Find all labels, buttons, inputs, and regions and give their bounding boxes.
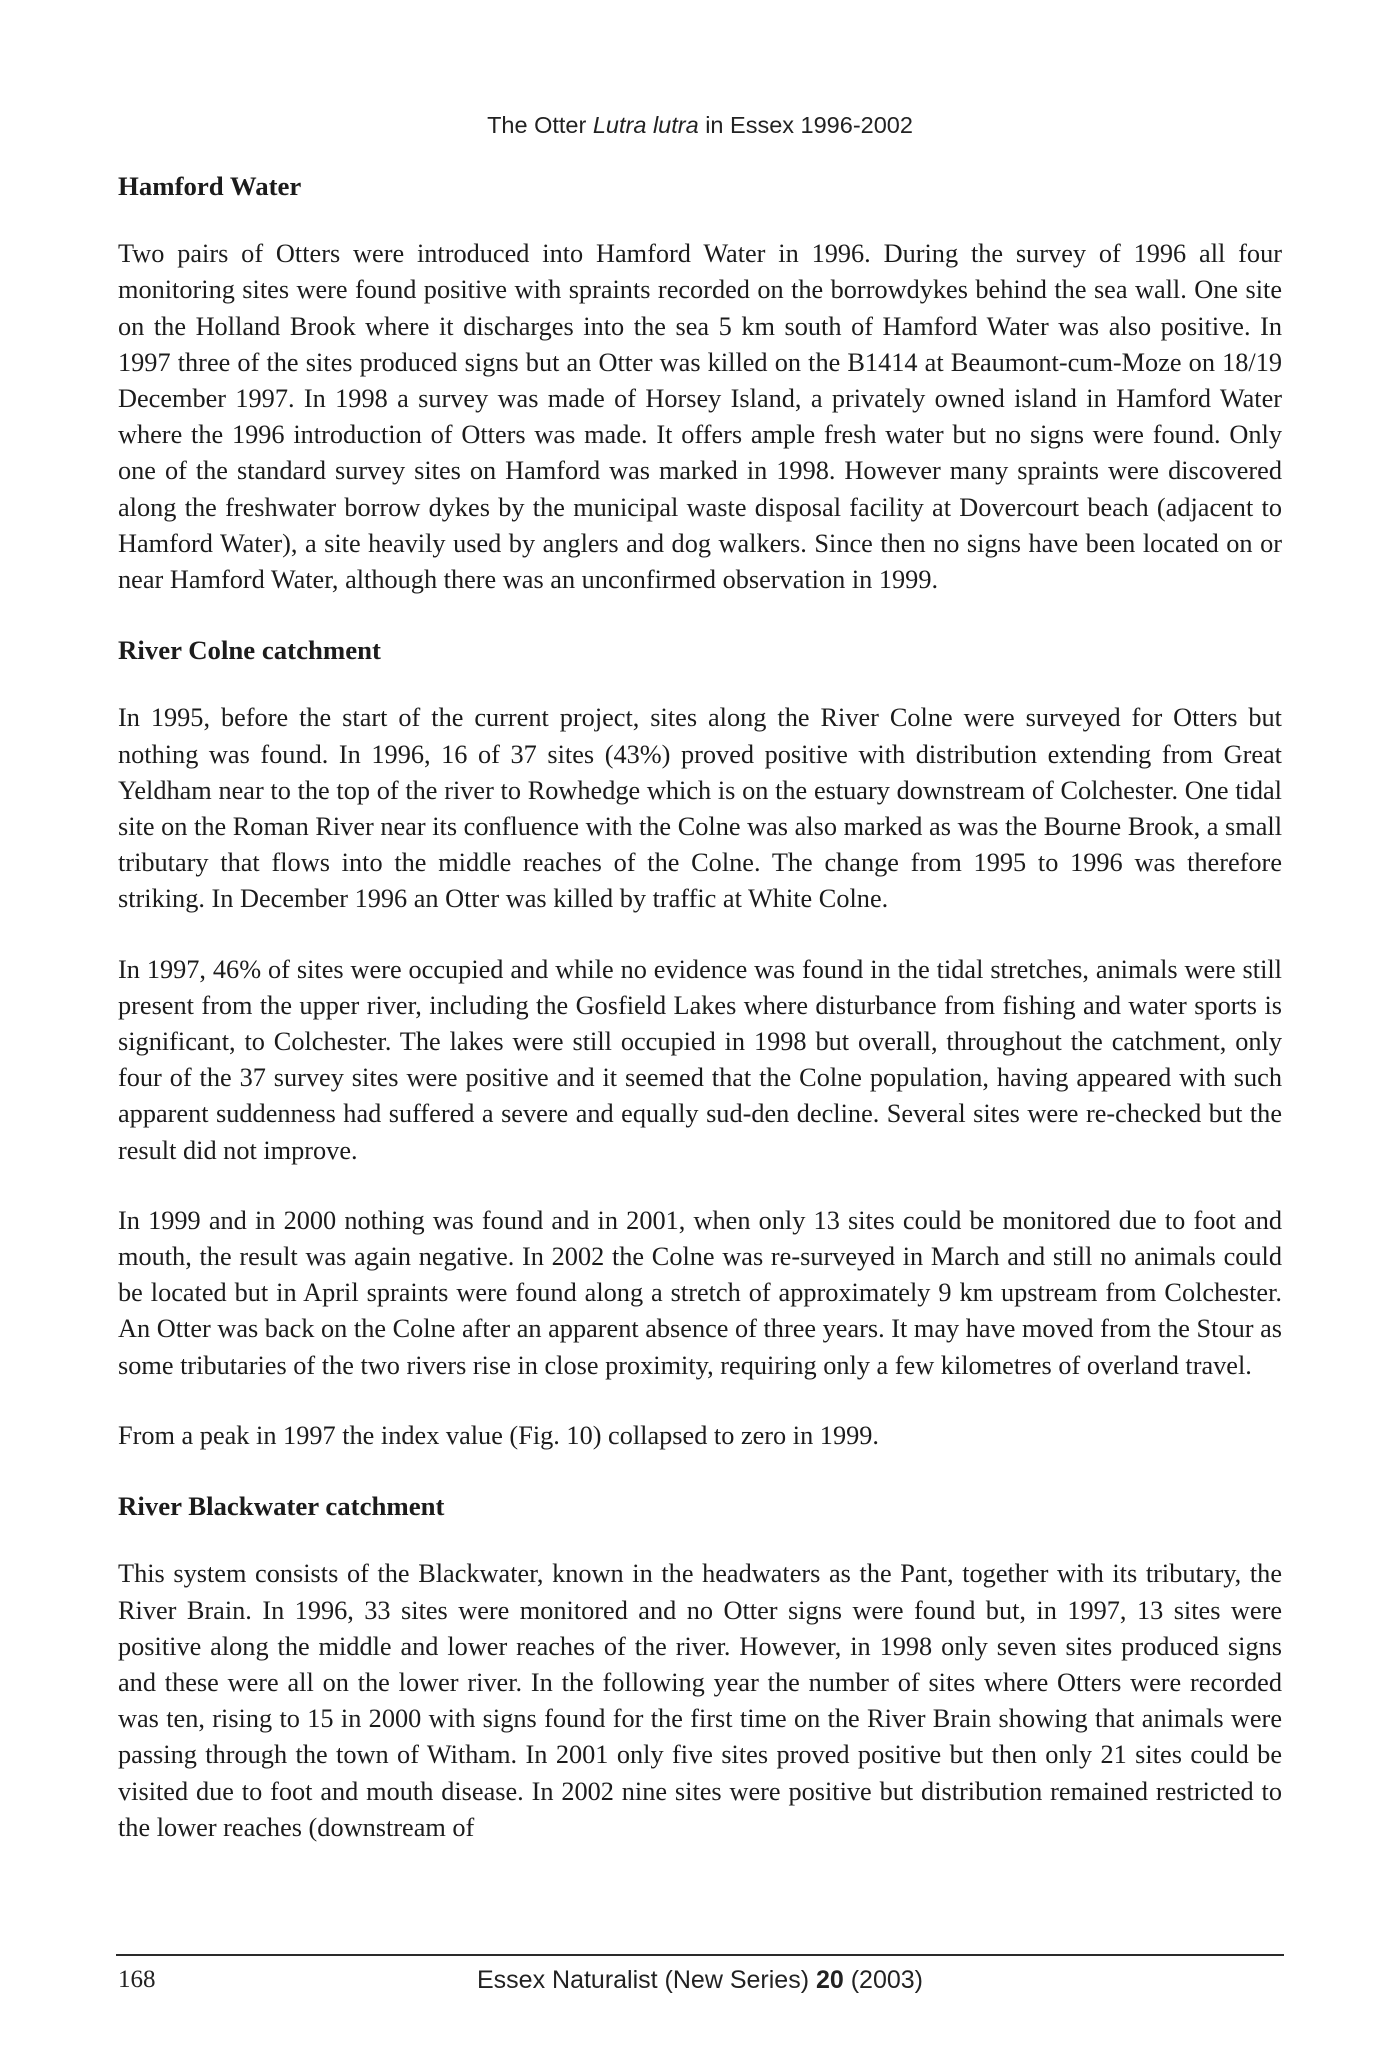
body-text: [118, 168, 1282, 1846]
footer-journal: [0, 1966, 1400, 1995]
running-header: [0, 112, 1400, 139]
paragraph: From a peak in 1997 the index value (Fig. 10) collapsed to zero in 1999.: [118, 1420, 879, 1450]
paragraph: In 1995, before the start of the current project, sites along the River Colne were surveyed for Otters but nothing was found. In 1996, 16 of 37 sites (43%) proved positive with distribution extending from Great Yeldham near to the top of the river to Rowhedge which is on the estuary downstream of Colchester. One tidal site on the Roman River near its confluence with the Colne was also marked as was the Bourne Brook, a small tributary that flows into the middle reaches of the Colne. The change from 1995 to 1996 was therefore striking. In December 1996 an Otter was killed by traffic at White Colne.: [118, 703, 1282, 914]
footer-rule: [116, 1954, 1284, 1956]
header-species: Lutra lutra: [592, 112, 699, 138]
paragraph: In 1997, 46% of sites were occupied and while no evidence was found in the tidal stretches, animals were still present from the upper river, including the Gosfield Lakes where disturbance from fishing and water sports is significant, to Colchester. The lakes were still occupied in 1998 but overall, throughout the catchment, only four of the 37 survey sites were positive and it seemed that the Colne population, having appeared with such apparent suddenness had suffered a severe and equally sud-den decline. Several sites were re-checked but the result did not improve.: [118, 954, 1282, 1165]
header-suffix: in Essex 1996-2002: [698, 112, 913, 138]
paragraph: Two pairs of Otters were introduced into Hamford Water in 1996. During the survey of 1996 all four monitoring sites were found positive with spraints recorded on the borrowdykes behind the sea wall. One site on the Holland Brook where it discharges into the sea 5 km south of Hamford Water was also positive. In 1997 three of the sites produced signs but an Otter was killed on the B1414 at Beaumont-cum-Moze on 18/19 December 1997. In 1998 a survey was made of Horsey Island, a privately owned island in Hamford Water where the 1996 introduction of Otters was made. It offers ample fresh water but no signs were found. Only one of the standard survey sites on Hamford was marked in 1998. However many spraints were discovered along the freshwater borrow dykes by the municipal waste disposal facility at Dovercourt beach (adjacent to Hamford Water), a site heavily used by anglers and dog walkers. Since then no signs have been located on or near Hamford Water, although there was an unconfirmed observation in 1999.: [118, 239, 1282, 595]
section-hamford-water: [118, 168, 1282, 598]
journal-volume: 20: [815, 1966, 844, 1994]
section-river-blackwater: [118, 1488, 1282, 1846]
section-heading: Hamford Water: [118, 171, 302, 201]
header-prefix: The Otter: [487, 112, 593, 138]
paragraph: In 1999 and in 2000 nothing was found and in 2001, when only 13 sites could be monitored due to foot and mouth, the result was again negative. In 2002 the Colne was re-surveyed in March and still no animals could be located but in April spraints were found along a stretch of approximately 9 km upstream from Colchester. An Otter was back on the Colne after an apparent absence of three years. It may have moved from the Stour as some tributaries of the two rivers rise in close proximity, requiring only a few kilometres of overland travel.: [118, 1205, 1282, 1380]
section-heading: River Colne catchment: [118, 635, 381, 666]
journal-year: (2003): [843, 1966, 923, 1994]
paragraph: This system consists of the Blackwater, known in the headwaters as the Pant, together with its tributary, the River Brain. In 1996, 33 sites were monitored and no Otter signs were found but, in 1997, 13 sites were positive along the middle and lower reaches of the river. However, in 1998 only seven sites produced signs and these were all on the lower river. In the following year the number of sites where Otters were recorded was ten, rising to 15 in 2000 with signs found for the first time on the River Brain showing that animals were passing through the town of Witham. In 2001 only five sites proved positive but then only 21 sites could be visited due to foot and mouth disease. In 2002 nine sites were positive but distribution remained restricted to the lower reaches (downstream of: [118, 1559, 1282, 1842]
page-number: 168: [118, 1966, 156, 1993]
journal-name: Essex Naturalist (New Series): [476, 1966, 816, 1994]
section-river-colne: [118, 632, 1282, 1454]
section-heading: River Blackwater catchment: [118, 1491, 445, 1522]
